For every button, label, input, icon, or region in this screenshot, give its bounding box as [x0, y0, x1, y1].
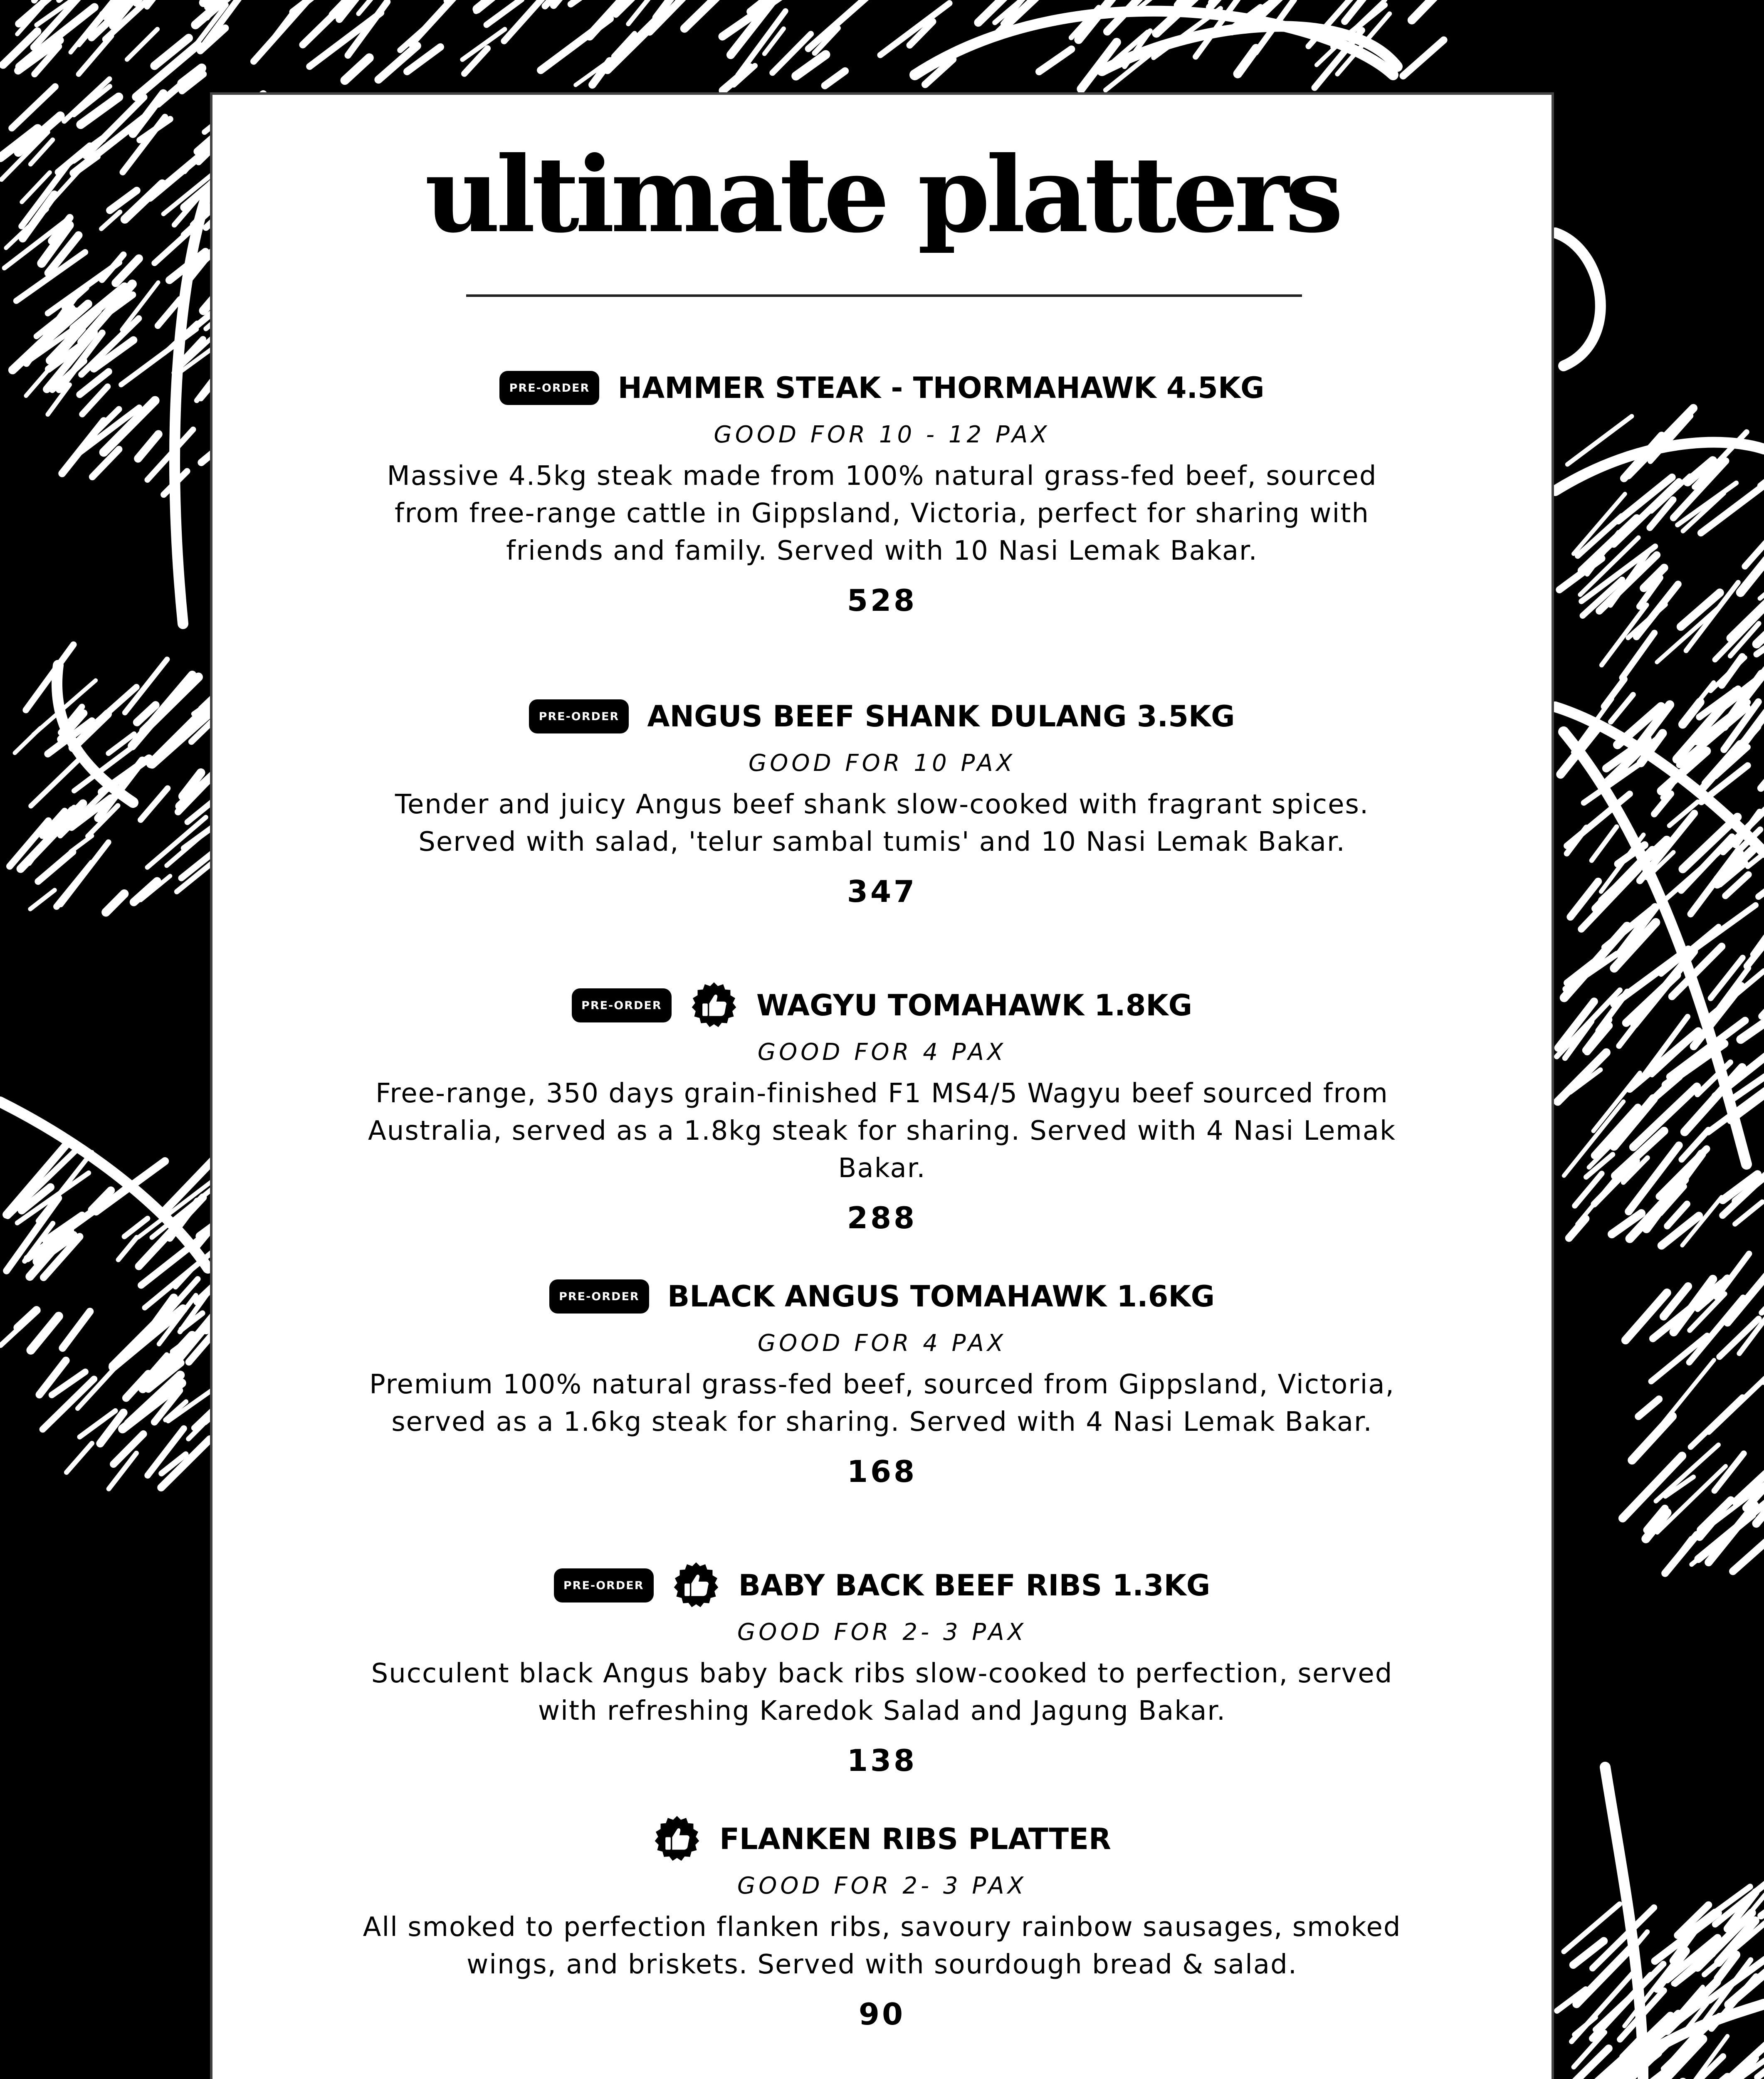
menu-item-description: Tender and juicy Angus beef shank slow-cooked with fragrant spices. Served with salad, 'telur sambal tumis' and 10 Nasi Lemak Bakar.: [395, 789, 1369, 857]
menu-item-name: ANGUS BEEF SHANK DULANG 3.5KG: [647, 699, 1235, 733]
menu-item-name: WAGYU TOMAHAWK 1.8KG: [756, 988, 1193, 1022]
menu-item-description: Massive 4.5kg steak made from 100% natural grass-fed beef, sourced from free-range cattle in Gippsland, Victoria, perfect for sharing with friends and family. Served with 10 Nasi Lemak Bakar.: [387, 461, 1377, 566]
menu-title: ultimate platters: [425, 133, 1339, 256]
menu-item-serving: GOOD FOR 4 PAX: [757, 1330, 1007, 1357]
pre-order-badge: PRE-ORDER: [529, 699, 629, 733]
menu-item-name: HAMMER STEAK - THORMAHAWK 4.5KG: [618, 371, 1265, 405]
menu-item: [212, 694, 1552, 909]
menu-item-name: BABY BACK BEEF RIBS 1.3KG: [738, 1568, 1211, 1602]
thumbs-up-icon: [690, 981, 738, 1030]
thumbs-up-icon: [672, 1561, 720, 1610]
title-divider: [466, 294, 1302, 297]
menu-item-description: Free-range, 350 days grain-finished F1 MS4/5 Wagyu beef sourced from Australia, served as a 1.8kg steak for sharing. Served with 4 Nasi Lemak Bakar.: [368, 1078, 1396, 1184]
menu-item: [212, 1274, 1552, 1489]
menu-item-header: [212, 365, 1552, 411]
pre-order-badge: PRE-ORDER: [554, 1568, 654, 1602]
menu-item-description: Premium 100% natural grass-fed beef, sourced from Gippsland, Victoria, served as a 1.6kg steak for sharing. Served with 4 Nasi Lemak Bakar.: [369, 1369, 1395, 1437]
menu-item-header: [212, 1274, 1552, 1319]
menu-item-description: Succulent black Angus baby back ribs slow-cooked to perfection, served with refreshing Karedok Salad and Jagung Bakar.: [371, 1658, 1393, 1726]
menu-card: [210, 92, 1554, 2079]
menu-item-serving: GOOD FOR 4 PAX: [757, 1039, 1007, 1066]
menu-item: [212, 983, 1552, 1235]
menu-item-header: [212, 983, 1552, 1028]
menu-item-name: BLACK ANGUS TOMAHAWK 1.6KG: [667, 1279, 1215, 1314]
menu-item-header: [212, 694, 1552, 739]
menu-item-description: All smoked to perfection flanken ribs, savoury rainbow sausages, smoked wings, and briskets. Served with sourdough bread & salad.: [363, 1912, 1401, 1980]
pre-order-badge: PRE-ORDER: [549, 1279, 649, 1314]
menu-item-header: [212, 1563, 1552, 1608]
menu-item-serving: GOOD FOR 10 - 12 PAX: [714, 421, 1050, 448]
menu-item-price: 138: [847, 1743, 917, 1778]
menu-item-name: FLANKEN RIBS PLATTER: [719, 1822, 1111, 1856]
menu-item-header: [212, 1816, 1552, 1862]
thumbs-up-icon: [653, 1815, 701, 1863]
menu-item-price: 528: [847, 583, 917, 618]
menu-item-serving: GOOD FOR 2- 3 PAX: [737, 1872, 1027, 1899]
menu-item: [212, 1816, 1552, 2032]
pre-order-badge: PRE-ORDER: [572, 988, 672, 1022]
menu-item-price: 347: [847, 874, 917, 909]
pre-order-badge: PRE-ORDER: [499, 371, 599, 405]
menu-item-serving: GOOD FOR 2- 3 PAX: [737, 1619, 1027, 1646]
menu-item-price: 168: [847, 1454, 917, 1489]
menu-item: [212, 1563, 1552, 1778]
menu-item-price: 288: [847, 1200, 917, 1235]
menu-item-price: 90: [858, 1997, 906, 2032]
menu-item-serving: GOOD FOR 10 PAX: [748, 750, 1016, 777]
menu-item: [212, 365, 1552, 618]
